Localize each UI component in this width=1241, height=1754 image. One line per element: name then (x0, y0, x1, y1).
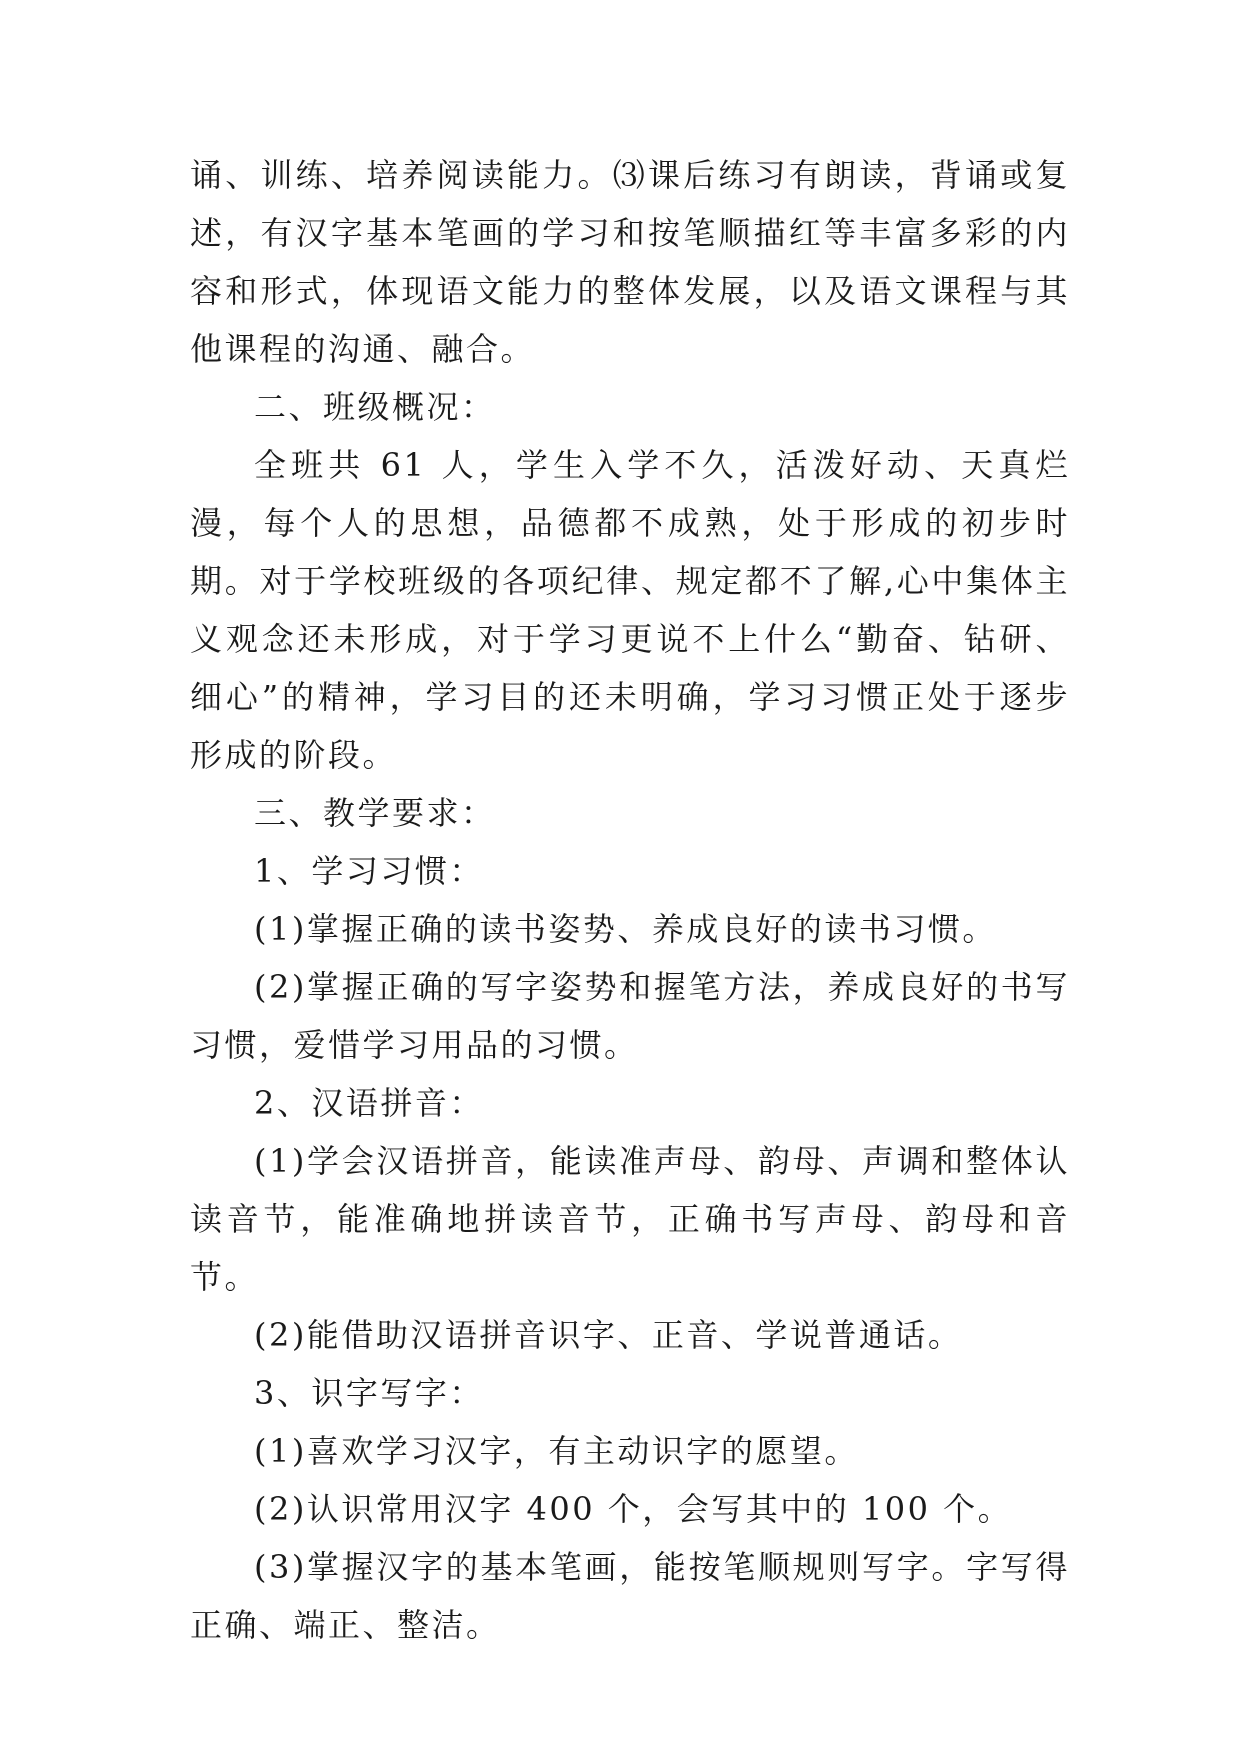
list-item: (1)学会汉语拼音，能读准声母、韵母、声调和整体认读音节，能准确地拼读音节，正确书写声母、韵母和音节。 (190, 1142, 1070, 1296)
list-item: (1)喜欢学习汉字，有主动识字的愿望。 (254, 1432, 859, 1470)
document-body (190, 146, 1070, 1654)
section-heading-class-overview: 二、班级概况： (254, 388, 496, 426)
list-item: (3)掌握汉字的基本笔画，能按笔顺规则写字。字写得正确、端正、整洁。 (190, 1548, 1070, 1644)
subheading-literacy-writing: 3、识字写字： (254, 1374, 484, 1412)
list-item: (2)掌握正确的写字姿势和握笔方法，养成良好的书写习惯，爱惜学习用品的习惯。 (190, 968, 1070, 1064)
list-item: (2)能借助汉语拼音识字、正音、学说普通话。 (254, 1316, 963, 1354)
subheading-study-habits: 1、学习习惯： (254, 852, 484, 890)
list-item: (2)认识常用汉字 400 个，会写其中的 100 个。 (254, 1490, 1013, 1528)
paragraph-class-overview: 全班共 61 人，学生入学不久，活泼好动、天真烂漫，每个人的思想，品德都不成熟，处于形成的初步时期。对于学校班级的各项纪律、规定都不了解,心中集体主义观念还未形成，对于学习更说不上什么“勤奋、钻研、细心”的精神，学习目的还未明确，学习习惯正处于逐步形成的阶段。 (190, 446, 1070, 774)
section-heading-teaching-requirements: 三、教学要求： (254, 794, 496, 832)
list-item: (1)掌握正确的读书姿势、养成良好的读书习惯。 (254, 910, 997, 948)
paragraph-continuation: 诵、训练、培养阅读能力。⑶课后练习有朗读，背诵或复述，有汉字基本笔画的学习和按笔顺描红等丰富多彩的内容和形式，体现语文能力的整体发展，以及语文课程与其他课程的沟通、融合。 (190, 156, 1070, 368)
subheading-pinyin: 2、汉语拼音： (254, 1084, 484, 1122)
